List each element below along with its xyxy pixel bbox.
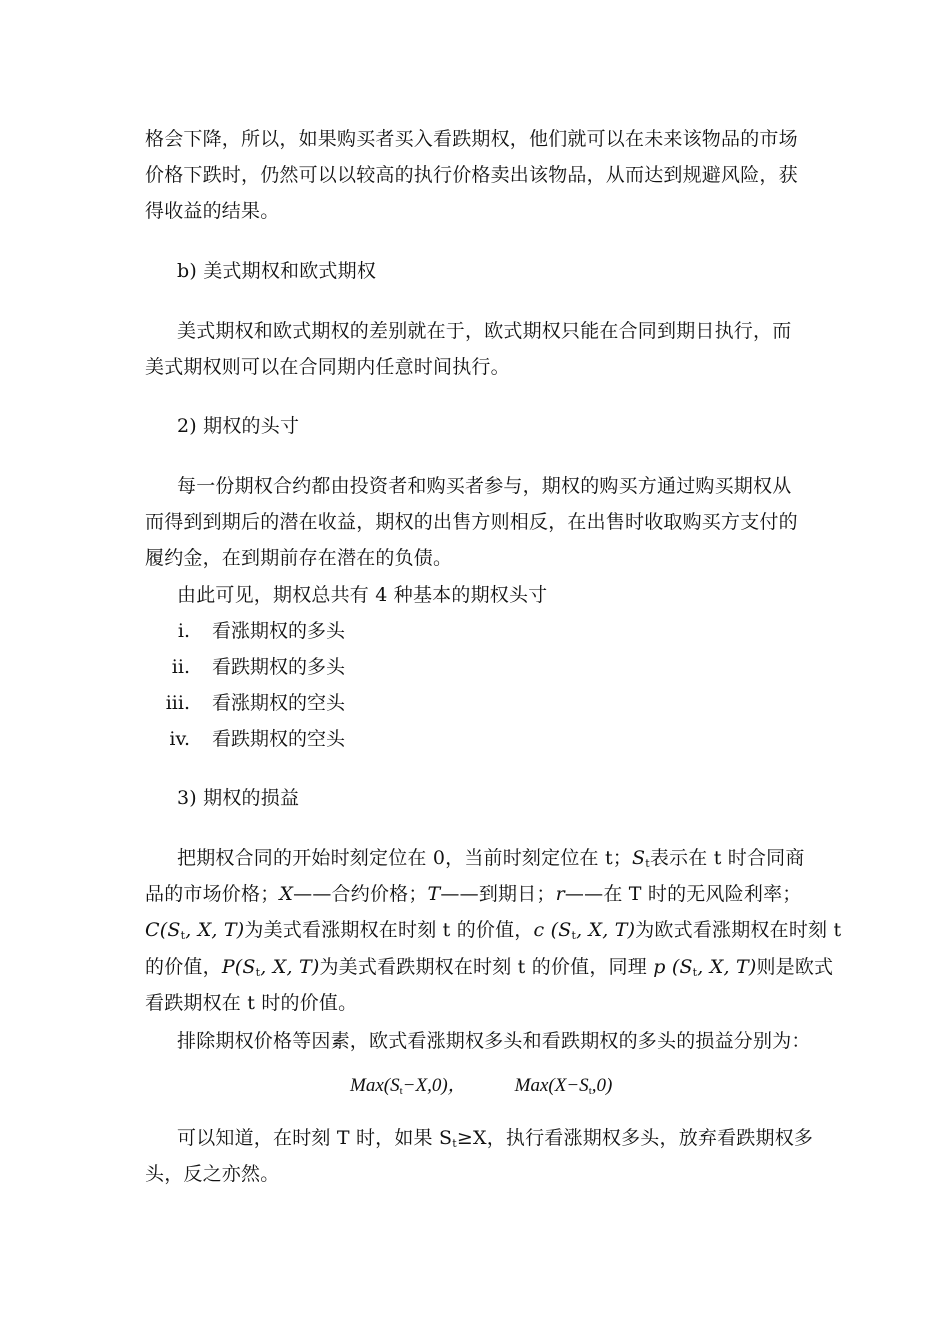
paragraph-line: 美式期权则可以在合同期内任意时间执行。 [145, 356, 510, 378]
section-heading: b) 美式期权和欧式期权 [177, 260, 377, 282]
math-symbol: S [632, 847, 646, 869]
math-subscript: t [399, 1085, 403, 1097]
math-symbol: r [555, 883, 565, 905]
list-item: 看涨期权的空头 [212, 692, 346, 714]
math-args: , X, T) [697, 956, 757, 978]
text-run: ——到期日； [440, 883, 556, 905]
list-item: 看跌期权的多头 [212, 656, 346, 678]
math-subscript: t [571, 929, 577, 942]
math-symbol: S [167, 919, 181, 941]
text-run: 为欧式看涨期权在时刻 t [635, 919, 842, 941]
text-run: 则是欧式 [756, 956, 834, 978]
list-number: iv. [169, 728, 190, 750]
paragraph-line: 头，反之亦然。 [145, 1163, 280, 1185]
list-number: iii. [165, 692, 190, 714]
math-subscript: t [692, 966, 698, 979]
payoff-formula [350, 1076, 612, 1097]
section-heading: 2) 期权的头寸 [177, 415, 300, 437]
math-subscript: t [645, 857, 650, 870]
math-symbol: p [653, 956, 666, 978]
paragraph-line: $C(S_t$, X, T)为美式看涨期权在时刻 t 的价值，c ($S_t$, X, T)为欧式看涨期权在时刻 t [145, 919, 842, 942]
paragraph-line: 而得到到期后的潜在收益，期权的出售方则相反，在出售时收取购买方支付的 [145, 511, 798, 533]
formula-left-end: −X,0)， [402, 1075, 467, 1096]
list-number: i. [177, 620, 190, 642]
math-symbol: T [427, 883, 441, 905]
paragraph-line: 每一份期权合约都由投资者和购买者参与，期权的购买方通过购买期权从 [177, 475, 792, 497]
paragraph-line [177, 849, 805, 869]
math-symbol: S [242, 956, 256, 978]
section-heading: 3) 期权的损益 [177, 787, 300, 809]
paragraph-line: 的价值，$P(S_t$, X, T)为美式看跌期权在时刻 t 的价值，同理 p ($S_t$, X, T)则是欧式 [145, 956, 834, 979]
formula-right-end: ,0) [591, 1075, 613, 1096]
text-run: 把期权合同的开始时刻定位在 0，当前时刻定位在 t； [177, 847, 633, 869]
text-run: ≥X，执行看涨期权多头，放弃看跌期权多 [456, 1127, 814, 1149]
text-run: ——在 T 时的无风险利率； [564, 883, 802, 905]
list-item: 看跌期权的空头 [212, 728, 346, 750]
formula-right: Max(X−S [514, 1075, 589, 1096]
math-symbol: C [145, 919, 160, 941]
math-symbol: P [221, 956, 235, 978]
math-subscript: t [452, 1137, 457, 1150]
text-run: 品的市场价格； [145, 883, 280, 905]
text-run: 表示在 t 时合同商 [649, 847, 805, 869]
text-run: 为美式看涨期权在时刻 t 的价值， [244, 919, 534, 941]
paragraph-line: 由此可见，期权总共有 4 种基本的期权头寸 [177, 584, 548, 606]
math-subscript: t [255, 966, 261, 979]
math-symbol: S [679, 956, 693, 978]
list-number: ii. [171, 656, 190, 678]
paragraph-line: 得收益的结果。 [145, 200, 280, 222]
math-subscript: t [180, 929, 186, 942]
text-run: 的价值， [145, 956, 222, 978]
paragraph-line [177, 1129, 813, 1149]
paragraph-line: 排除期权价格等因素，欧式看涨期权多头和看跌期权的多头的损益分别为： [177, 1030, 811, 1052]
math-symbol: X [279, 883, 294, 905]
math-subscript: t [588, 1085, 592, 1097]
formula-left: Max(S [350, 1075, 400, 1096]
paragraph-line: 看跌期权在 t 时的价值。 [145, 992, 358, 1014]
paragraph-line: 价格下跌时，仍然可以以较高的执行价格卖出该物品，从而达到规避风险，获 [145, 164, 798, 186]
math-symbol: c [533, 919, 545, 941]
paragraph-line: 履约金，在到期前存在潜在的负债。 [145, 547, 453, 569]
math-args: , X, T) [260, 956, 320, 978]
math-args: , X, T) [576, 919, 636, 941]
paragraph-line [145, 885, 801, 904]
text-run: 可以知道，在时刻 T 时，如果 S [177, 1127, 453, 1149]
text-run: ——合约价格； [293, 883, 428, 905]
math-args: , X, T) [185, 919, 245, 941]
math-symbol: S [558, 919, 572, 941]
text-run: 为美式看跌期权在时刻 t 的价值，同理 [319, 956, 654, 978]
list-item: 看涨期权的多头 [212, 620, 346, 642]
paragraph-line: 格会下降，所以，如果购买者买入看跌期权，他们就可以在未来该物品的市场 [145, 128, 798, 150]
paragraph-line: 美式期权和欧式期权的差别就在于，欧式期权只能在合同到期日执行，而 [177, 320, 792, 342]
